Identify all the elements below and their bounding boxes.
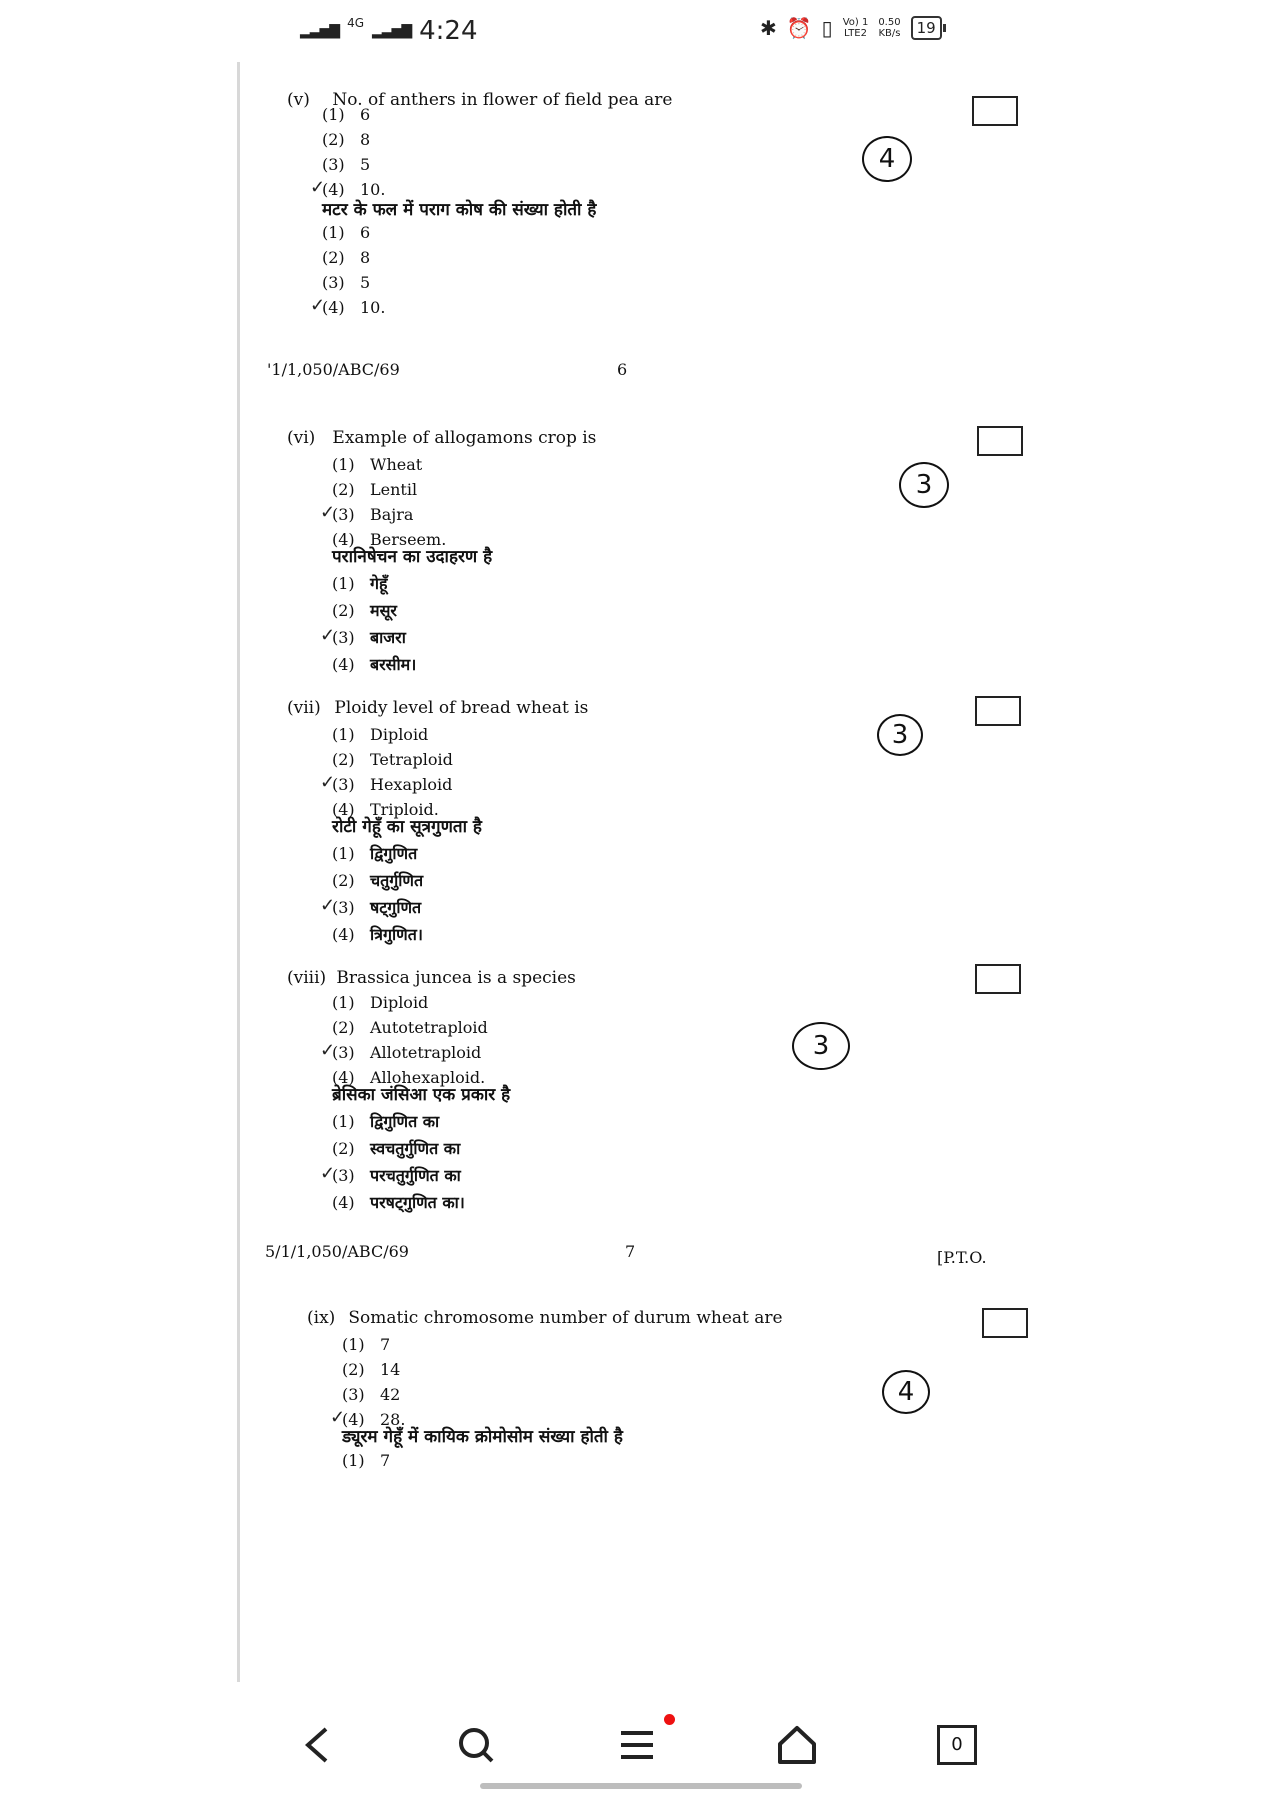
option-text: 10. — [360, 298, 386, 317]
option-text: Lentil — [370, 480, 418, 499]
option — [332, 570, 416, 597]
option — [342, 1448, 390, 1473]
search-button[interactable] — [446, 1720, 506, 1770]
option — [342, 1382, 405, 1407]
option-number: ✓ (3) — [332, 772, 370, 797]
option-text: परषट्गुणित का। — [370, 1193, 465, 1212]
option-ticked — [322, 295, 385, 320]
option-number: (1) — [342, 1335, 365, 1354]
option-number: ✓ (3) — [332, 502, 370, 527]
option — [332, 1108, 465, 1135]
circled-answer: 3 — [792, 1022, 850, 1070]
option-number: (4) — [332, 800, 355, 819]
tabs-icon: 0 — [937, 1725, 977, 1765]
home-button[interactable] — [767, 1720, 827, 1770]
option-number: (1) — [332, 844, 355, 863]
menu-button[interactable] — [607, 1720, 667, 1770]
option-ticked — [332, 502, 446, 527]
option-number: (1) — [342, 1451, 365, 1470]
options-hindi — [332, 1108, 465, 1216]
answer-box — [975, 696, 1021, 726]
status-right — [760, 16, 942, 40]
option-text: परचतुर्गुणित का — [370, 1166, 461, 1185]
question-number: (v) — [287, 90, 310, 110]
option-number: (3) — [322, 155, 345, 174]
status-left — [300, 16, 477, 46]
question-text: Somatic chromosome number of durum wheat are — [348, 1308, 783, 1328]
option — [332, 990, 488, 1015]
options-english — [322, 102, 385, 202]
option-text: 5 — [360, 155, 371, 174]
option-text: 7 — [380, 1451, 391, 1470]
question-ix — [307, 1308, 783, 1328]
circled-answer: 4 — [862, 136, 912, 182]
option-text: बरसीम। — [370, 655, 417, 674]
option — [332, 921, 423, 948]
question-number: (ix) — [307, 1308, 336, 1328]
options-english — [332, 990, 488, 1090]
signal-icon-2: ▂▃▅▇ — [372, 23, 412, 39]
option — [322, 270, 385, 295]
bluetooth-icon: ✱ — [760, 16, 777, 40]
option — [332, 747, 453, 772]
option-text: Allotetraploid — [370, 1043, 482, 1062]
option-number: (4) — [332, 1193, 355, 1212]
option-ticked — [332, 1162, 465, 1189]
option — [332, 1135, 465, 1162]
option-text: चतुर्गुणित — [370, 871, 424, 890]
option — [322, 245, 385, 270]
hindi-question: ब्रेसिका जंसिआ एक प्रकार है — [332, 1085, 511, 1105]
option-text: मसूर — [370, 601, 397, 620]
option-text: षट्गुणित — [370, 898, 422, 917]
circled-answer: 4 — [882, 1370, 930, 1414]
menu-icon — [617, 1725, 657, 1765]
question-number: (vi) — [287, 428, 316, 448]
option-text: 6 — [360, 223, 371, 242]
option-text: 5 — [360, 273, 371, 292]
option-text: Tetraploid — [370, 750, 453, 769]
option-text: 28. — [380, 1410, 406, 1429]
options-hindi — [322, 220, 385, 320]
option-text: द्विगुणित — [370, 844, 418, 863]
option-text: Allohexaploid. — [370, 1068, 486, 1087]
volte-label: Vo) 1 LTE2 — [842, 17, 869, 39]
page-footer-code: 5/1/1,050/ABC/69 — [265, 1242, 409, 1261]
option-text: Berseem. — [370, 530, 447, 549]
option — [332, 597, 416, 624]
option-text: 8 — [360, 130, 371, 149]
option — [342, 1357, 405, 1382]
option-number: (2) — [342, 1360, 365, 1379]
option-number: (4) — [332, 1068, 355, 1087]
option-number: (2) — [332, 601, 355, 620]
option-number: (1) — [322, 105, 345, 124]
page-number: 7 — [625, 1242, 636, 1261]
option — [332, 1015, 488, 1040]
back-button[interactable] — [287, 1720, 347, 1770]
tabs-button[interactable] — [927, 1720, 987, 1770]
circled-answer: 3 — [899, 462, 949, 508]
signal-icon: ▂▃▅▇ — [300, 23, 340, 39]
option-number: ✓ (4) — [322, 295, 360, 320]
speed-value: 0.50 — [878, 17, 901, 28]
option-text: स्वचतुर्गुणित का — [370, 1139, 461, 1158]
option-text: 14 — [380, 1360, 401, 1379]
option-number: (2) — [332, 1139, 355, 1158]
option-number: (1) — [332, 993, 355, 1012]
option-number: (1) — [332, 455, 355, 474]
option-number: (4) — [332, 925, 355, 944]
option-number: (3) — [322, 273, 345, 292]
question-number: (viii) — [287, 968, 327, 988]
option-text: बाजरा — [370, 628, 406, 647]
option-text: Triploid. — [370, 800, 439, 819]
page-number: 6 — [617, 360, 628, 379]
options-hindi — [332, 570, 416, 678]
option-number: ✓ (3) — [332, 1040, 370, 1065]
alarm-icon: ⏰ — [786, 16, 812, 40]
clock-time: 4:24 — [419, 16, 478, 46]
question-text: No. of anthers in flower of field pea are — [332, 90, 673, 110]
option-number: (2) — [332, 1018, 355, 1037]
answer-box — [982, 1308, 1028, 1338]
answer-box — [977, 426, 1023, 456]
hindi-question: रोटी गेहूँ का सूत्रगुणता है — [332, 817, 482, 837]
option-text: त्रिगुणित। — [370, 925, 423, 944]
speed-unit: KB/s — [878, 28, 901, 39]
answer-box — [975, 964, 1021, 994]
option-text: 10. — [360, 180, 386, 199]
option-text: 7 — [380, 1335, 391, 1354]
option — [322, 127, 385, 152]
options-hindi — [342, 1448, 390, 1473]
option-text: Diploid — [370, 993, 429, 1012]
question-text: Example of allogamons crop is — [332, 428, 597, 448]
option-text: 42 — [380, 1385, 401, 1404]
option-ticked — [332, 1040, 488, 1065]
option-number: (3) — [342, 1385, 365, 1404]
option — [332, 722, 453, 747]
option-number: (2) — [332, 871, 355, 890]
option-text: Wheat — [370, 455, 423, 474]
option-text: द्विगुणित का — [370, 1112, 440, 1131]
option — [322, 220, 385, 245]
bottom-navigation-bar — [237, 1690, 1040, 1798]
option — [332, 651, 416, 678]
question-number: (vii) — [287, 698, 321, 718]
option-text: 8 — [360, 248, 371, 267]
option-text: Bajra — [370, 505, 414, 524]
vibrate-icon: ▯ — [821, 16, 833, 40]
hindi-question: मटर के फल में पराग कोष की संख्या होती है — [322, 200, 597, 220]
option — [332, 1189, 465, 1216]
options-english — [332, 722, 453, 822]
search-icon — [456, 1725, 496, 1765]
option-ticked — [332, 772, 453, 797]
option — [332, 452, 446, 477]
question-text: Ploidy level of bread wheat is — [334, 698, 589, 718]
option-number: ✓ (4) — [342, 1407, 380, 1432]
page-footer-code: '1/1,050/ABC/69 — [267, 360, 400, 379]
option-number: (2) — [332, 480, 355, 499]
pto-label: [P.T.O. — [937, 1248, 987, 1267]
option-number: (4) — [332, 530, 355, 549]
option-number: (2) — [322, 248, 345, 267]
option — [322, 102, 385, 127]
question-vi — [287, 428, 596, 448]
option-number: ✓ (3) — [332, 895, 370, 920]
question-viii — [287, 968, 576, 988]
question-vii — [287, 698, 588, 718]
options-english — [342, 1332, 405, 1432]
answer-box — [972, 96, 1018, 126]
options-hindi — [332, 840, 423, 948]
option-number: (2) — [322, 130, 345, 149]
option-number: (1) — [332, 574, 355, 593]
hindi-question: परानिषेचन का उदाहरण है — [332, 547, 493, 567]
option-text: 6 — [360, 105, 371, 124]
document-viewer[interactable] — [237, 62, 1040, 1682]
gesture-home-indicator[interactable] — [480, 1783, 802, 1789]
question-text: Brassica juncea is a species — [336, 968, 576, 988]
option-number: (1) — [332, 725, 355, 744]
option-text: Hexaploid — [370, 775, 453, 794]
option-text: Autotetraploid — [370, 1018, 488, 1037]
notification-dot — [664, 1714, 675, 1725]
option-number: (4) — [332, 655, 355, 674]
network-speed — [878, 17, 900, 39]
option — [322, 152, 385, 177]
back-icon — [302, 1725, 332, 1765]
option-number: ✓ (4) — [322, 177, 360, 202]
option-number: ✓ (3) — [332, 625, 370, 650]
option — [332, 867, 423, 894]
option-number: (2) — [332, 750, 355, 769]
option-text: गेहूँ — [370, 574, 388, 593]
option-number: (1) — [322, 223, 345, 242]
option-ticked — [332, 624, 416, 651]
option — [332, 840, 423, 867]
network-type: 4G — [347, 16, 365, 30]
options-english — [332, 452, 446, 552]
option — [332, 477, 446, 502]
hindi-question: ड्यूरम गेहूँ में कायिक क्रोमोसोम संख्या होती है — [342, 1427, 623, 1447]
option-number: ✓ (3) — [332, 1163, 370, 1188]
option-ticked — [332, 894, 423, 921]
circled-answer: 3 — [877, 714, 923, 756]
option-text: Diploid — [370, 725, 429, 744]
battery-indicator: 19 — [911, 16, 942, 40]
status-bar — [0, 0, 1272, 62]
option — [342, 1332, 405, 1357]
option-number: (1) — [332, 1112, 355, 1131]
home-icon — [776, 1724, 818, 1766]
